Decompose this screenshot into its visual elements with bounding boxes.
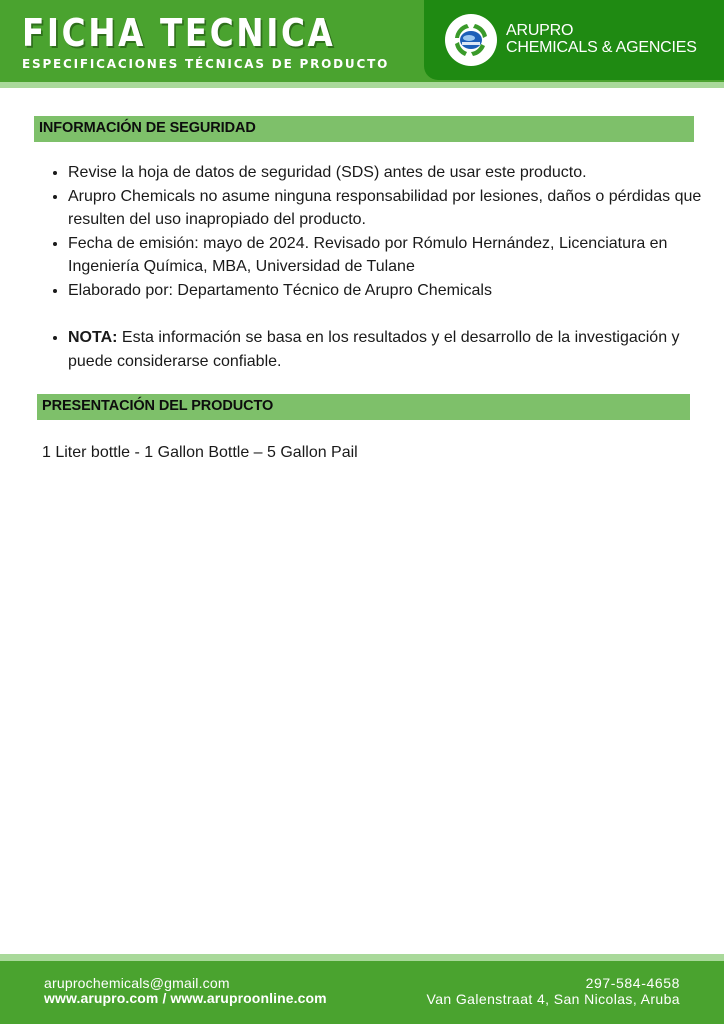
footer	[0, 961, 724, 1024]
footer-websites[interactable]: www.arupro.com / www.aruproonline.com	[44, 990, 327, 1006]
header	[0, 0, 724, 82]
note-label: NOTA:	[68, 329, 118, 346]
header-divider	[0, 82, 724, 88]
page-title: FICHA TECNICA	[22, 11, 336, 55]
presentation-heading: PRESENTACIÓN DEL PRODUCTO	[42, 398, 274, 414]
list-item: • Fecha de emisión: mayo de 2024. Revisado por Rómulo Hernández, Licenciatura en Ingeniería Química, MBA, Universidad de Tulane	[68, 232, 708, 279]
page-subtitle: ESPECIFICACIONES TÉCNICAS DE PRODUCTO	[22, 57, 390, 71]
footer-phone: 297-584-4658	[585, 975, 680, 991]
list-item: • Elaborado por: Departamento Técnico de Arupro Chemicals	[68, 279, 708, 303]
brand-line-1: ARUPRO	[506, 22, 574, 39]
safety-section-header	[34, 116, 694, 142]
note-item	[68, 326, 708, 373]
safety-heading: INFORMACIÓN DE SEGURIDAD	[39, 120, 256, 136]
list-item: • Revise la hoja de datos de seguridad (SDS) antes de usar este producto.	[68, 161, 708, 185]
arupro-recycle-logo-icon	[445, 14, 497, 66]
note-text: Esta información se basa en los resultados y el desarrollo de la investigación y puede considerarse confiable.	[68, 329, 680, 370]
footer-email[interactable]: aruprochemicals@gmail.com	[44, 975, 230, 991]
footer-address: Van Galenstraat 4, San Nicolas, Aruba	[426, 991, 680, 1007]
footer-divider	[0, 954, 724, 961]
safety-list	[48, 161, 708, 373]
presentation-section-header	[37, 394, 690, 420]
list-item: • Arupro Chemicals no asume ninguna responsabilidad por lesiones, daños o pérdidas que resulten del uso inapropiado del producto.	[68, 185, 708, 232]
brand-name	[506, 22, 697, 56]
presentation-text: 1 Liter bottle - 1 Gallon Bottle – 5 Gallon Pail	[42, 444, 358, 461]
brand-line-2: CHEMICALS & AGENCIES	[506, 39, 697, 56]
